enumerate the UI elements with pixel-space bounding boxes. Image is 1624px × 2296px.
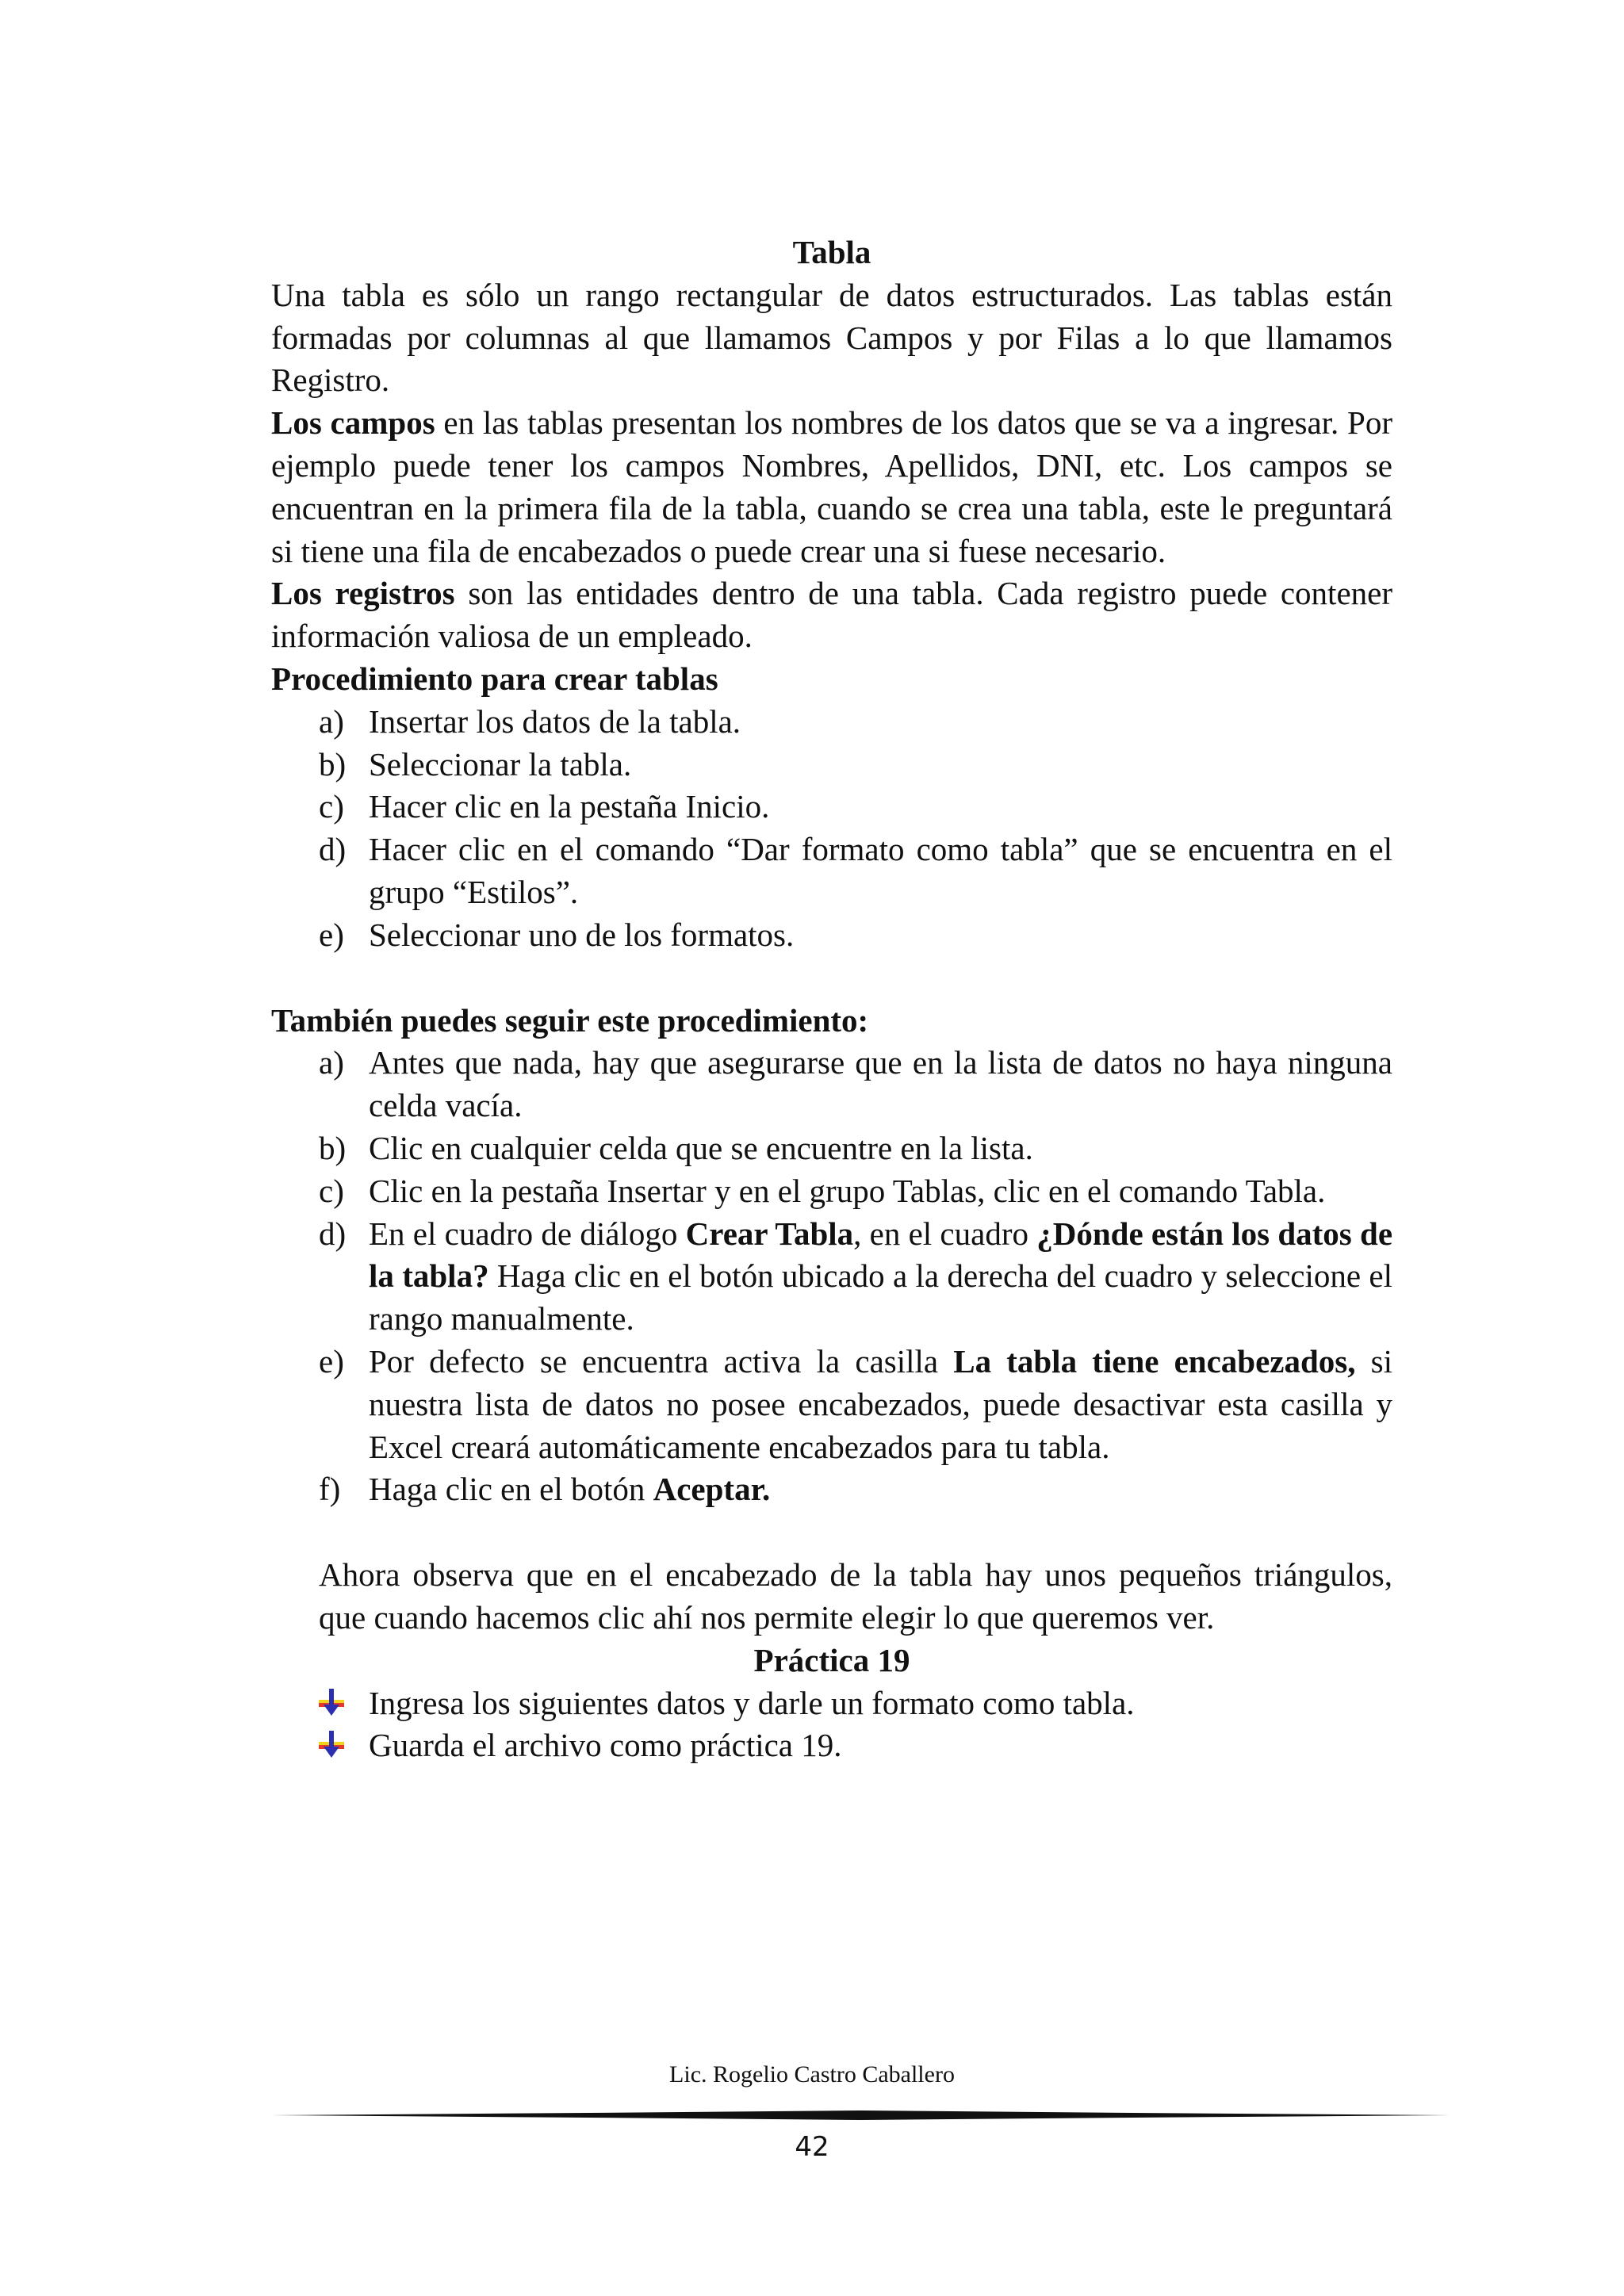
list-item [319,786,1392,828]
list-marker: c) [319,1172,344,1209]
list-marker: b) [319,745,347,783]
bold-term: La tabla tiene encabezados, [953,1342,1356,1380]
list-item [319,1170,1392,1213]
registros-text: son las entidades dentro de una tabla. Cada registro puede contener información valiosa de un empleado. [271,575,1393,655]
list-item-text: Insertar los datos de la tabla. [369,702,741,740]
list-marker: c) [319,788,344,825]
list-item-text: Guarda el archivo como práctica 19. [369,1727,842,1764]
page-number: 42 [795,2131,829,2163]
practice-list [271,1682,1392,1768]
note-paragraph: Ahora observa que en el encabezado de la tabla hay unos pequeños triángulos, que cuando hacemos clic ahí nos permite elegir lo que queremos ver. [319,1556,1392,1636]
list-item-text: Clic en la pestaña Insertar y en el grupo Tablas, clic en el comando Tabla. [369,1172,1326,1209]
list-item-text: Seleccionar uno de los formatos. [369,916,795,953]
list-item-text: Haga clic en el botón [369,1471,653,1508]
list-item [319,1724,1392,1767]
list-item [319,1341,1392,1468]
procedure2-list [271,1042,1392,1511]
list-item [319,1042,1392,1127]
list-item [319,1682,1392,1725]
bold-term: Crear Tabla [685,1215,854,1252]
campos-paragraph [271,402,1392,572]
spacer [271,957,1392,1000]
list-marker: f) [319,1471,341,1508]
list-item [319,914,1392,957]
arrow-down-bullet-icon [319,1731,344,1759]
list-item [319,1127,1392,1170]
campos-text: en las tablas presentan los nombres de los datos que se va a ingresar. Por ejemplo puede tener los campos Nombres, Apellidos, DNI, etc. Los campos se encuentran en la primera fila de la tabla, cuando se crea una tabla, este le preguntará si tiene una fila de encabezados o puede crear una si fuese necesario. [271,404,1392,569]
list-item-text: Haga clic en el botón ubicado a la derecha del cuadro y seleccione el rango manualmente. [369,1257,1392,1337]
list-item-text: Hacer clic en el comando “Dar formato como tabla” que se encuentra en el grupo “Estilos”. [369,831,1392,910]
list-item-text: Seleccionar la tabla. [369,745,632,783]
list-item-text: Ingresa los siguientes datos y darle un formato como tabla. [369,1684,1135,1721]
procedure1-heading: Procedimiento para crear tablas [271,660,718,697]
list-marker: b) [319,1129,347,1166]
list-marker: e) [319,1342,344,1380]
list-item-text: Por defecto se encuentra activa la casilla [369,1342,954,1380]
footer-divider [271,2109,1450,2122]
list-item [319,744,1392,786]
page-content [271,232,1392,1767]
campos-term: Los campos [271,404,435,442]
list-item-text: En el cuadro de diálogo [369,1215,686,1252]
list-marker: a) [319,1044,344,1081]
bold-term: ¿Dónde están los datos de la tabla? [369,1215,1393,1295]
list-marker: d) [319,831,347,868]
registros-term: Los registros [271,575,455,612]
list-item [319,1468,1392,1511]
practice-heading: Práctica 19 [753,1641,910,1678]
procedure2-heading: También puedes seguir este procedimiento: [271,1001,869,1039]
list-item-text: Clic en cualquier celda que se encuentre en la lista. [369,1129,1033,1166]
spacer [271,1511,1392,1554]
list-marker: a) [319,702,344,740]
list-item-text: Hacer clic en la pestaña Inicio. [369,788,770,825]
registros-paragraph [271,572,1392,658]
list-item-text: Antes que nada, hay que asegurarse que en la lista de datos no haya ninguna celda vacía. [369,1044,1392,1124]
list-marker: e) [319,916,344,953]
intro-paragraph: Una tabla es sólo un rango rectangular de datos estructurados. Las tablas están formadas por columnas al que llamamos Campos y por Filas a lo que llamamos Registro. [271,276,1392,399]
procedure1-list [271,701,1392,957]
bold-term: Aceptar. [653,1471,771,1508]
footer-author: Lic. Rogelio Castro Caballero [669,2061,955,2087]
arrow-down-bullet-icon [319,1689,344,1717]
list-item [319,828,1392,914]
list-item-text: si nuestra lista de datos no posee encabezados, puede desactivar esta casilla y Excel creará automáticamente encabezados para tu tabla. [369,1342,1392,1465]
list-item-text: , en el cuadro [853,1215,1037,1252]
list-marker: d) [319,1215,347,1252]
list-item [319,1213,1392,1341]
page-title: Tabla [792,234,871,270]
list-item [319,701,1392,744]
